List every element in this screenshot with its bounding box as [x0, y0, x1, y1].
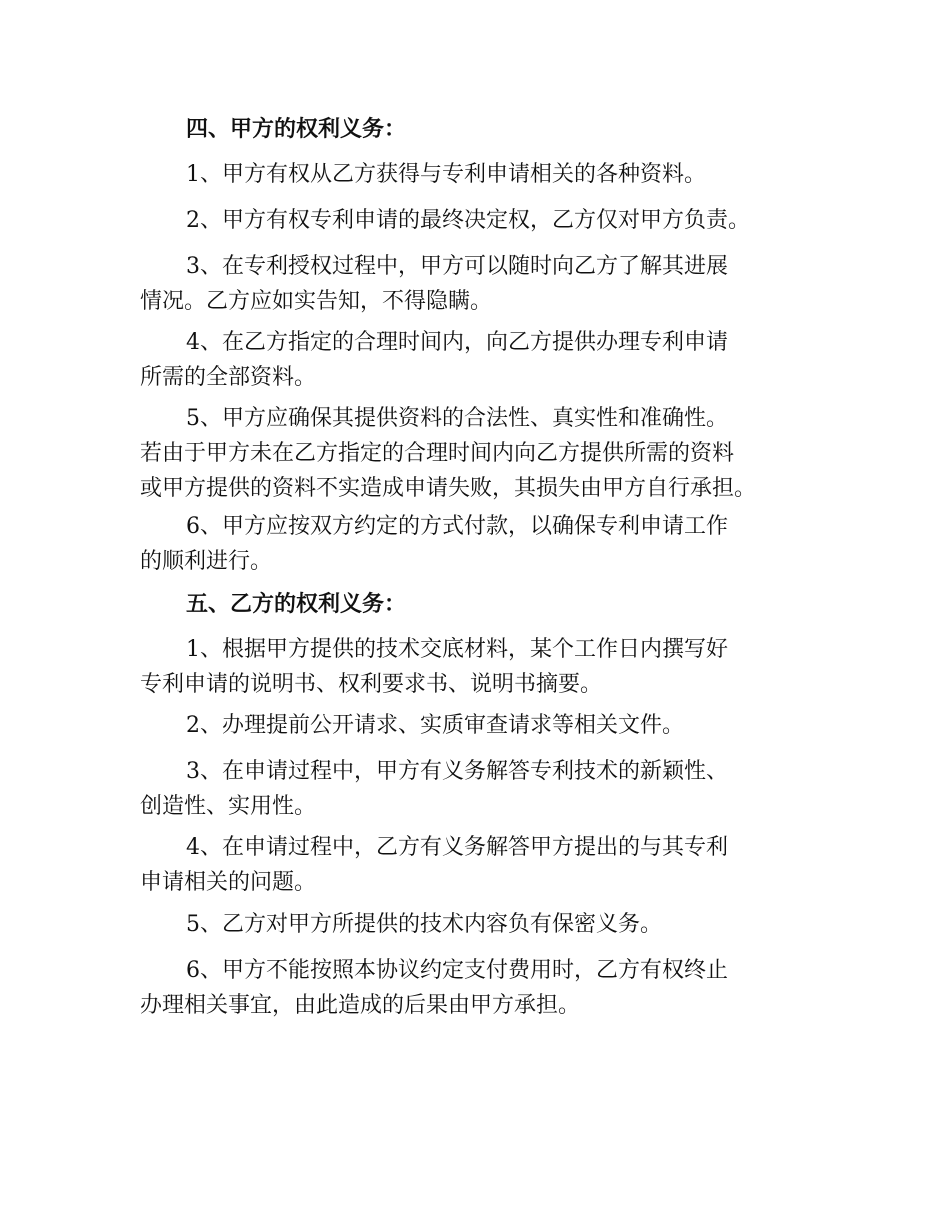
- section-4-item-2: 2、甲方有权专利申请的最终决定权，乙方仅对甲方负责。: [186, 208, 750, 233]
- section-4-item-6: 6、甲方应按双方约定的方式付款，以确保专利申请工作 的顺利进行。: [140, 514, 728, 574]
- section-5-heading: 五、乙方的权利义务：: [186, 591, 407, 617]
- section-5-item-6: 6、甲方不能按照本协议约定支付费用时，乙方有权终止 办理相关事宜，由此造成的后果由甲方承担。: [140, 958, 728, 1018]
- section-4-item-1: 1、甲方有权从乙方获得与专利申请相关的各种资料。: [186, 162, 706, 187]
- section-5-item-1: 1、根据甲方提供的技术交底材料，某个工作日内撰写好 专利申请的说明书、权利要求书、说明书摘要。: [140, 637, 728, 697]
- section-5-item-2: 2、办理提前公开请求、实质审查请求等相关文件。: [186, 713, 684, 738]
- section-5-item-5: 5、乙方对甲方所提供的技术内容负有保密义务。: [186, 912, 662, 937]
- section-5-item-4: 4、在申请过程中，乙方有义务解答甲方提出的与其专利 申请相关的问题。: [140, 835, 728, 895]
- section-4-item-4: 4、在乙方指定的合理时间内，向乙方提供办理专利申请 所需的全部资料。: [140, 330, 728, 390]
- section-4-item-3: 3、在专利授权过程中，甲方可以随时向乙方了解其进展 情况。乙方应如实告知，不得隐瞒。: [140, 254, 728, 314]
- section-4-heading: 四、甲方的权利义务：: [186, 116, 407, 142]
- section-5-item-3: 3、在申请过程中，甲方有义务解答专利技术的新颖性、 创造性、实用性。: [140, 759, 728, 819]
- section-4-item-5: 5、甲方应确保其提供资料的合法性、真实性和准确性。 若由于甲方未在乙方指定的合理时间内向乙方提供所需的资料 或甲方提供的资料不实造成申请失败，其损失由甲方自行承担。: [140, 406, 757, 501]
